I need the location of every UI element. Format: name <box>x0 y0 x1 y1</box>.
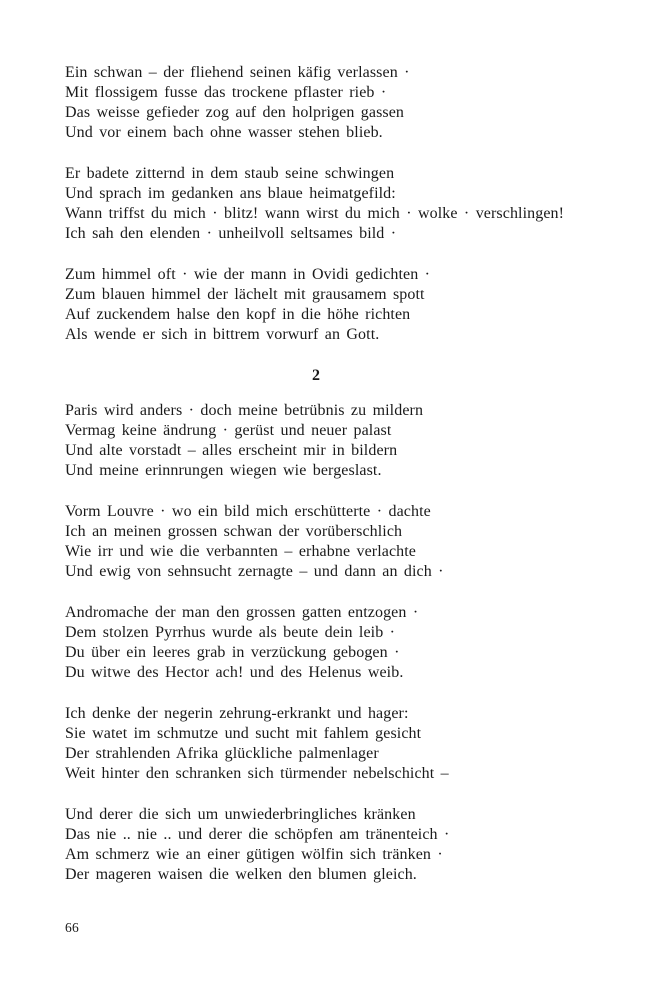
poem-line: Und alte vorstadt – alles erscheint mir in bildern <box>65 442 398 459</box>
poem-line: Mit flossigem fusse das trockene pflaster rieb · <box>65 84 387 101</box>
stanza <box>65 502 567 582</box>
poem-line: Wann triffst du mich · blitz! wann wirst du mich · wolke · verschlingen! <box>65 205 565 222</box>
poem-line: Der mageren waisen die welken den blumen gleich. <box>65 866 417 883</box>
poem-line: Sie watet im schmutze und sucht mit fahlem gesicht <box>65 725 422 742</box>
poem-line: Das weisse gefieder zog auf den holprigen gassen <box>65 104 405 121</box>
poem-line: Paris wird anders · doch meine betrübnis zu mildern <box>65 402 424 419</box>
page-number: 66 <box>65 920 80 935</box>
stanza <box>65 164 567 244</box>
poem-line: Du witwe des Hector ach! und des Helenus weib. <box>65 664 404 681</box>
stanza <box>65 704 567 784</box>
poem-line: Und ewig von sehnsucht zernagte – und dann an dich · <box>65 563 444 580</box>
poem-line: Ich sah den elenden · unheilvoll seltsames bild · <box>65 225 397 242</box>
poem-line: Du über ein leeres grab in verzückung gebogen · <box>65 644 400 661</box>
poem-line: Andromache der man den grossen gatten entzogen · <box>65 604 419 621</box>
stanza <box>65 63 567 143</box>
poem-line: Und meine erinnrungen wiegen wie bergeslast. <box>65 462 382 479</box>
poem-line: Ich denke der negerin zehrung-erkrankt und hager: <box>65 705 409 722</box>
stanza <box>65 265 567 345</box>
poem-line: Weit hinter den schranken sich türmender nebelschicht – <box>65 765 449 782</box>
poem-line: Ich an meinen grossen schwan der vorüberschlich <box>65 523 403 540</box>
poem-line: Und vor einem bach ohne wasser stehen blieb. <box>65 124 383 141</box>
poem-line: Ein schwan – der fliehend seinen käfig verlassen · <box>65 64 410 81</box>
poem-line: Er badete zitternd in dem staub seine schwingen <box>65 165 395 182</box>
poem-line: Das nie .. nie .. und derer die schöpfen am tränenteich · <box>65 826 450 843</box>
poem-line: Wie irr und wie die verbannten – erhabne verlachte <box>65 543 417 560</box>
poem-line: Der strahlenden Afrika glückliche palmenlager <box>65 745 379 762</box>
poem <box>65 63 567 906</box>
poem-line: Vorm Louvre · wo ein bild mich erschütterte · dachte <box>65 503 431 520</box>
poem-line: Dem stolzen Pyrrhus wurde als beute dein leib · <box>65 624 396 641</box>
poem-line: Als wende er sich in bittrem vorwurf an Gott. <box>65 326 380 343</box>
poem-line: Und sprach im gedanken ans blaue heimatgefild: <box>65 185 396 202</box>
poem-line: Vermag keine ändrung · gerüst und neuer palast <box>65 422 392 439</box>
stanza <box>65 603 567 683</box>
stanza <box>65 401 567 481</box>
poem-line: Am schmerz wie an einer gütigen wölfin sich tränken · <box>65 846 443 863</box>
poem-line: Auf zuckendem halse den kopf in die höhe richten <box>65 306 411 323</box>
section-number: 2 <box>312 367 320 384</box>
poem-line: Und derer die sich um unwiederbringliches kränken <box>65 806 416 823</box>
poem-line: Zum blauen himmel der lächelt mit grausamem spott <box>65 286 425 303</box>
poem-line: Zum himmel oft · wie der mann in Ovidi gedichten · <box>65 266 431 283</box>
stanza <box>65 805 567 885</box>
